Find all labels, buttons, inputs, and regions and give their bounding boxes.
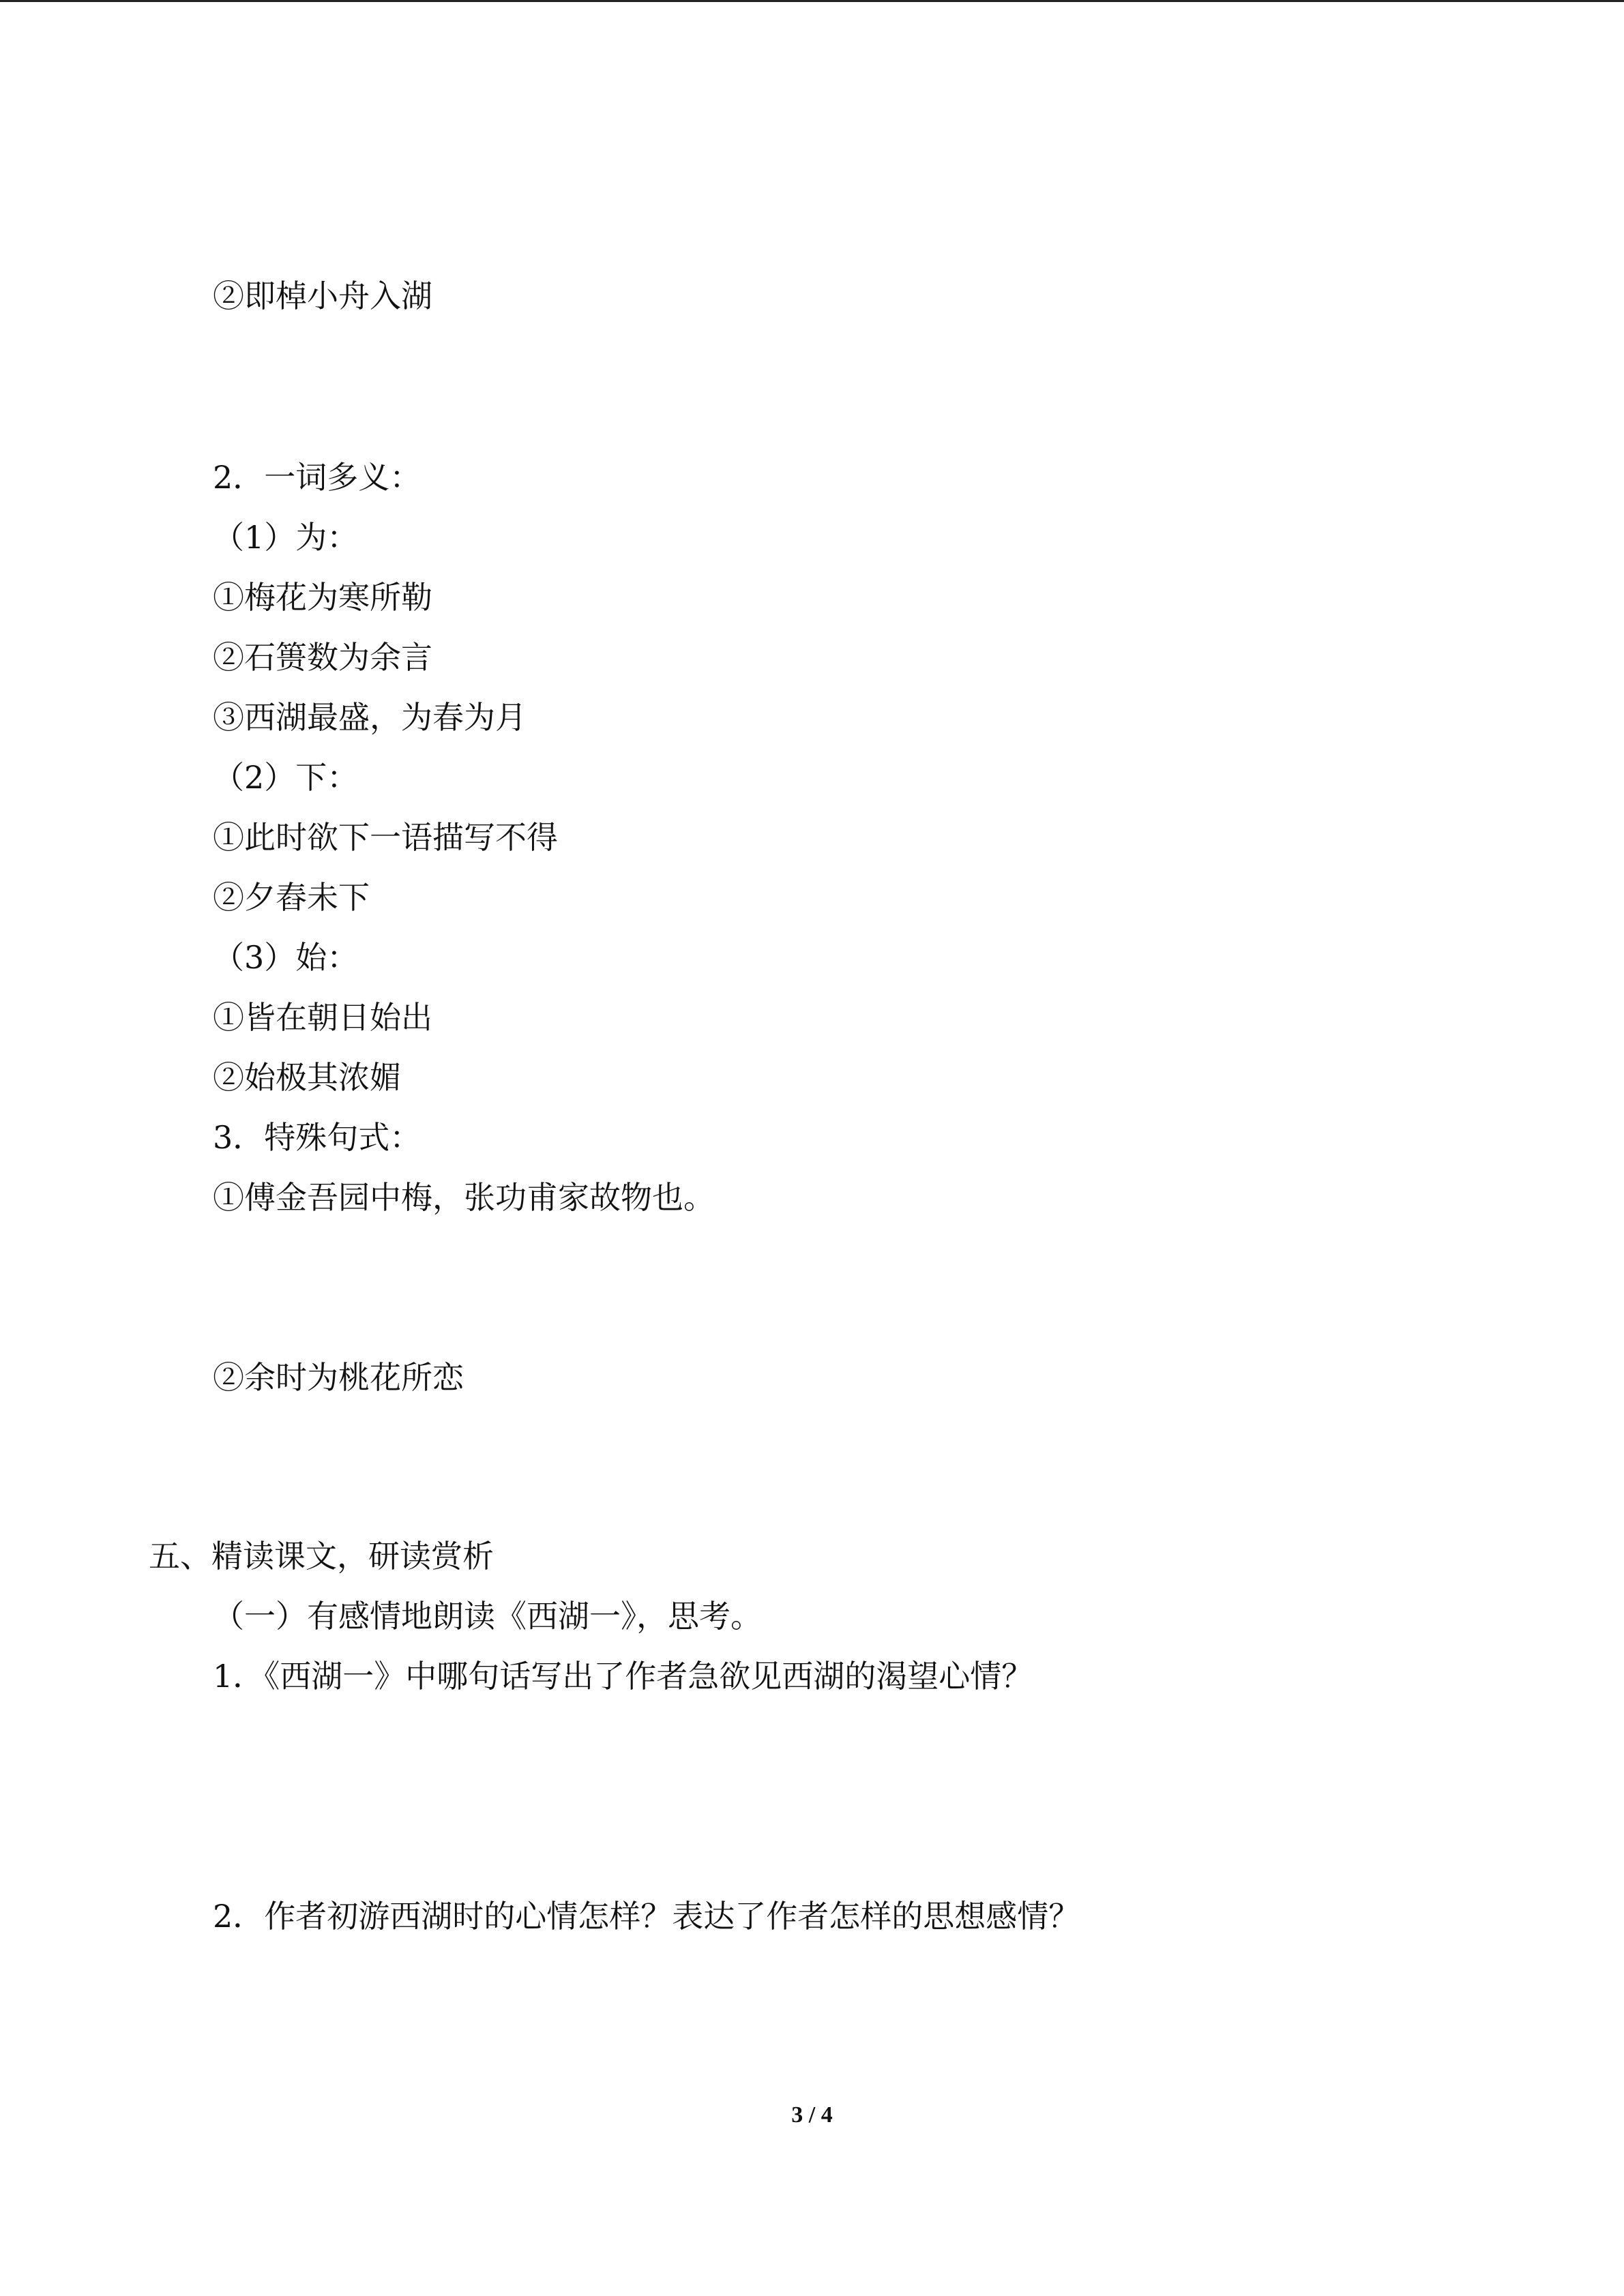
subsection-heading-one: （一）有感情地朗读《西湖一》，思考。 [213,1598,762,1635]
subheading-wei: （1）为： [213,519,359,556]
section-heading-polysemy: 2．一词多义： [213,459,422,496]
section-heading-five: 五、精读课文，研读赏析 [149,1538,494,1575]
top-border [0,0,1624,2]
question-1: 1．《西湖一》中哪句话写出了作者急欲见西湖的渴望心情？ [213,1658,1033,1695]
section-heading-special-syntax: 3．特殊句式： [213,1119,422,1156]
vocab-item-2: ②即棹小舟入湖 [213,278,432,314]
subheading-shi: （3）始： [213,939,359,976]
example-wei-2: ②石篑数为余言 [213,639,432,676]
example-xia-2: ②夕舂未下 [213,879,370,916]
subheading-xia: （2）下： [213,759,359,796]
page-number: 3 / 4 [791,2102,833,2128]
question-2: 2．作者初游西湖时的心情怎样？表达了作者怎样的思想感情？ [213,1898,1080,1935]
example-wei-1: ①梅花为寒所勒 [213,579,432,616]
example-wei-3: ③西湖最盛，为春为月 [213,699,527,736]
syntax-example-2: ②余时为桃花所恋 [213,1359,464,1396]
example-shi-1: ①皆在朝日始出 [213,999,432,1036]
example-shi-2: ②始极其浓媚 [213,1059,401,1096]
example-xia-1: ①此时欲下一语描写不得 [213,819,558,856]
syntax-example-1: ①傅金吾园中梅，张功甫家故物也。 [213,1179,715,1216]
